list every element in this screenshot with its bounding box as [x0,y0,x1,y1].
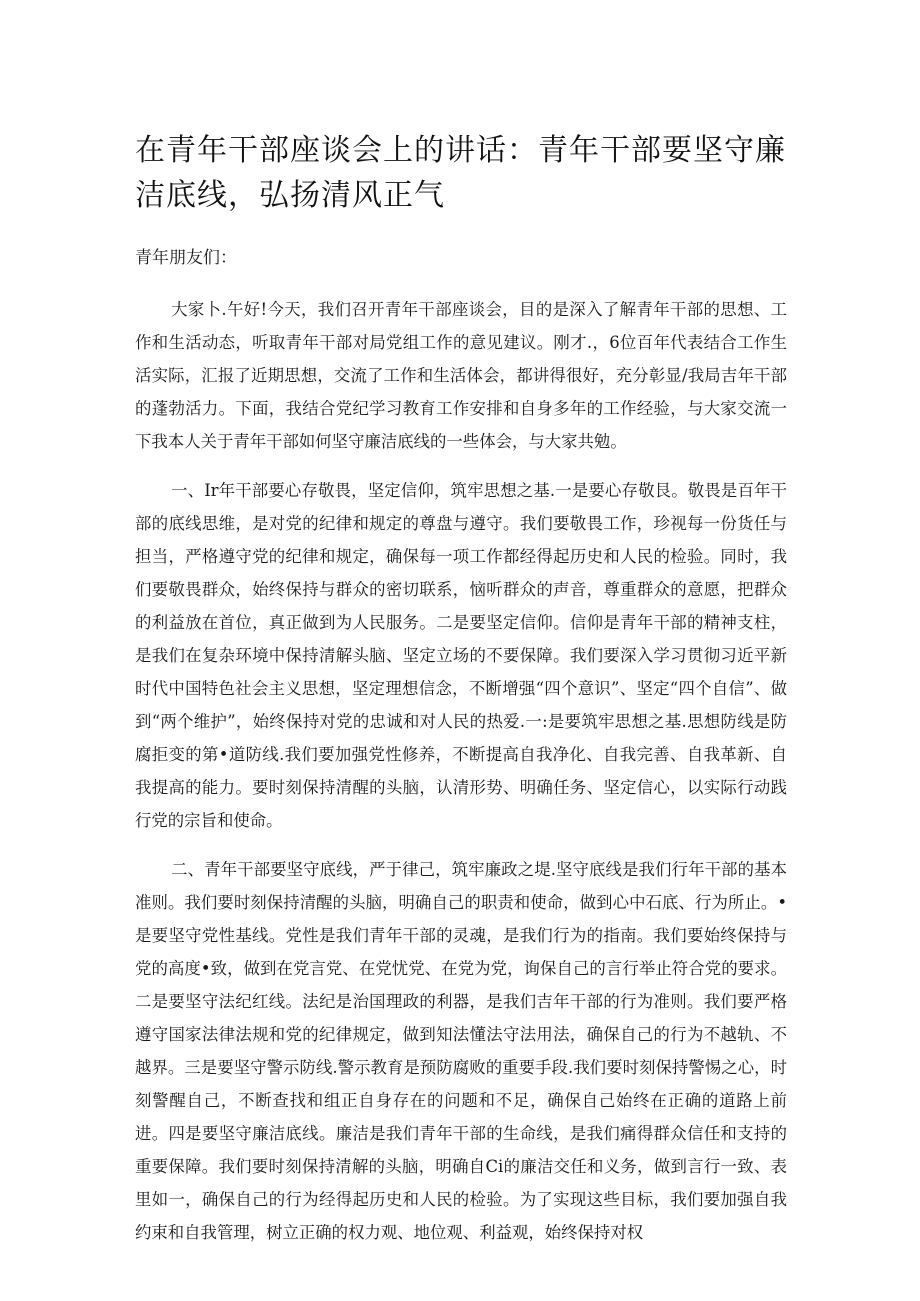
document-title: 在青年干部座谈会上的讲话：青年干部要坚守廉洁底线，弘扬清风正气 [135,133,786,213]
document-page [135,128,787,1249]
paragraph-section-one: 一、Ir年干部要心存敬畏，坚定信仰，筑牢思想之基.一是要心存敬艮。敬畏是百年干部的底线思维，是对党的纪律和规定的尊盘与遵守。我们要敬畏工作，珍视每一份货任与担当，严格遵守党的纪律和规定，确保每一项工作都经得起历史和人民的检验。同时，我们要敬畏群众，始终保持与群众的密切联系，恼听群众的声音，尊重群众的意愿，把群众的利益放在首位，真正做到为人民服务。二是要坚定信仰。信仰是青年干部的精神支柱，是我们在复杂环境中保持清解头脑、坚定立场的不要保障。我们要深入学习贯彻习近平新时代中国特色社会主义思想，坚定理想信念，不断增强“四个意识”、坚定“四个自信”、做到“两个维护”，始终保持对党的忠诚和对人民的热爱.一:是要筑牢思想之基.思想防线是防腐拒变的第•道防线.我们要加强党性修养，不断提高自我净化、自我完善、自我革新、自我提高的能力。要时刻保持清醒的头脑，认清形势、明确任务、坚定信心，以实际行动践行党的宗旨和使命。 [135,481,787,830]
paragraph-intro: 大家卜.午好!今天，我们召开青年干部座谈会，目的是深入了解青年干部的思想、工作和生活动态，听取青年干部对局党组工作的意见建议。刚才.，6位百年代表结合工作生活实际，汇报了近期思想，交流了工作和生活体会，都讲得很好，充分彰显/我局吉年干部的蓬勃活力。下面，我结合党纪学习教育工作安排和自身多年的工作经验，与大家交流一下我本人关于青年干部如何坚守廉洁底线的一些体会，与大家共勉。 [135,300,787,451]
paragraph-section-two: 二、青年干部要坚守底线，严于律己，筑牢廉政之堤.坚守底线是我们行年干部的基本准则。我们要时刻保持清醒的头脑，明确自己的职责和使命，做到心中石底、行为所止。•是要坚守党性基线。党性是我们青年干部的灵魂，是我们行为的指南。我们要始终保持与党的高度•致，做到在党言党、在党忧党、在党为党，询保自己的言行举止符合党的要求。二是要坚守法纪红线。法纪是治国理政的利器，是我们吉年干部的行为准则。我们要严格遵守国家法律法规和党的纪律规定，做到知法懂法守法用法，确保自己的行为不越轨、不越界。三是要坚守警示防线.警示教育是预防腐败的重要手段.我们要时刻保持警惕之心，时刻警醒自己，不断查找和组正自身存在的问题和不足，确保自己始终在正确的道路上前进。四是要坚守廉洁底线。廉洁是我们青年干部的生命线，是我们痛得群众信任和支持的重要保障。我们要时刻保持清解的头脑，明确自Ci的廉洁交任和义务，做到言行一致、表里如一，确保自己的行为经得起历史和人民的检验。为了实现这些目标，我们要加强自我约束和自我管理，树立正确的权力观、地位观、利益观，始终保持对权 [135,860,787,1242]
salutation: 青年朋友们： [135,248,237,268]
